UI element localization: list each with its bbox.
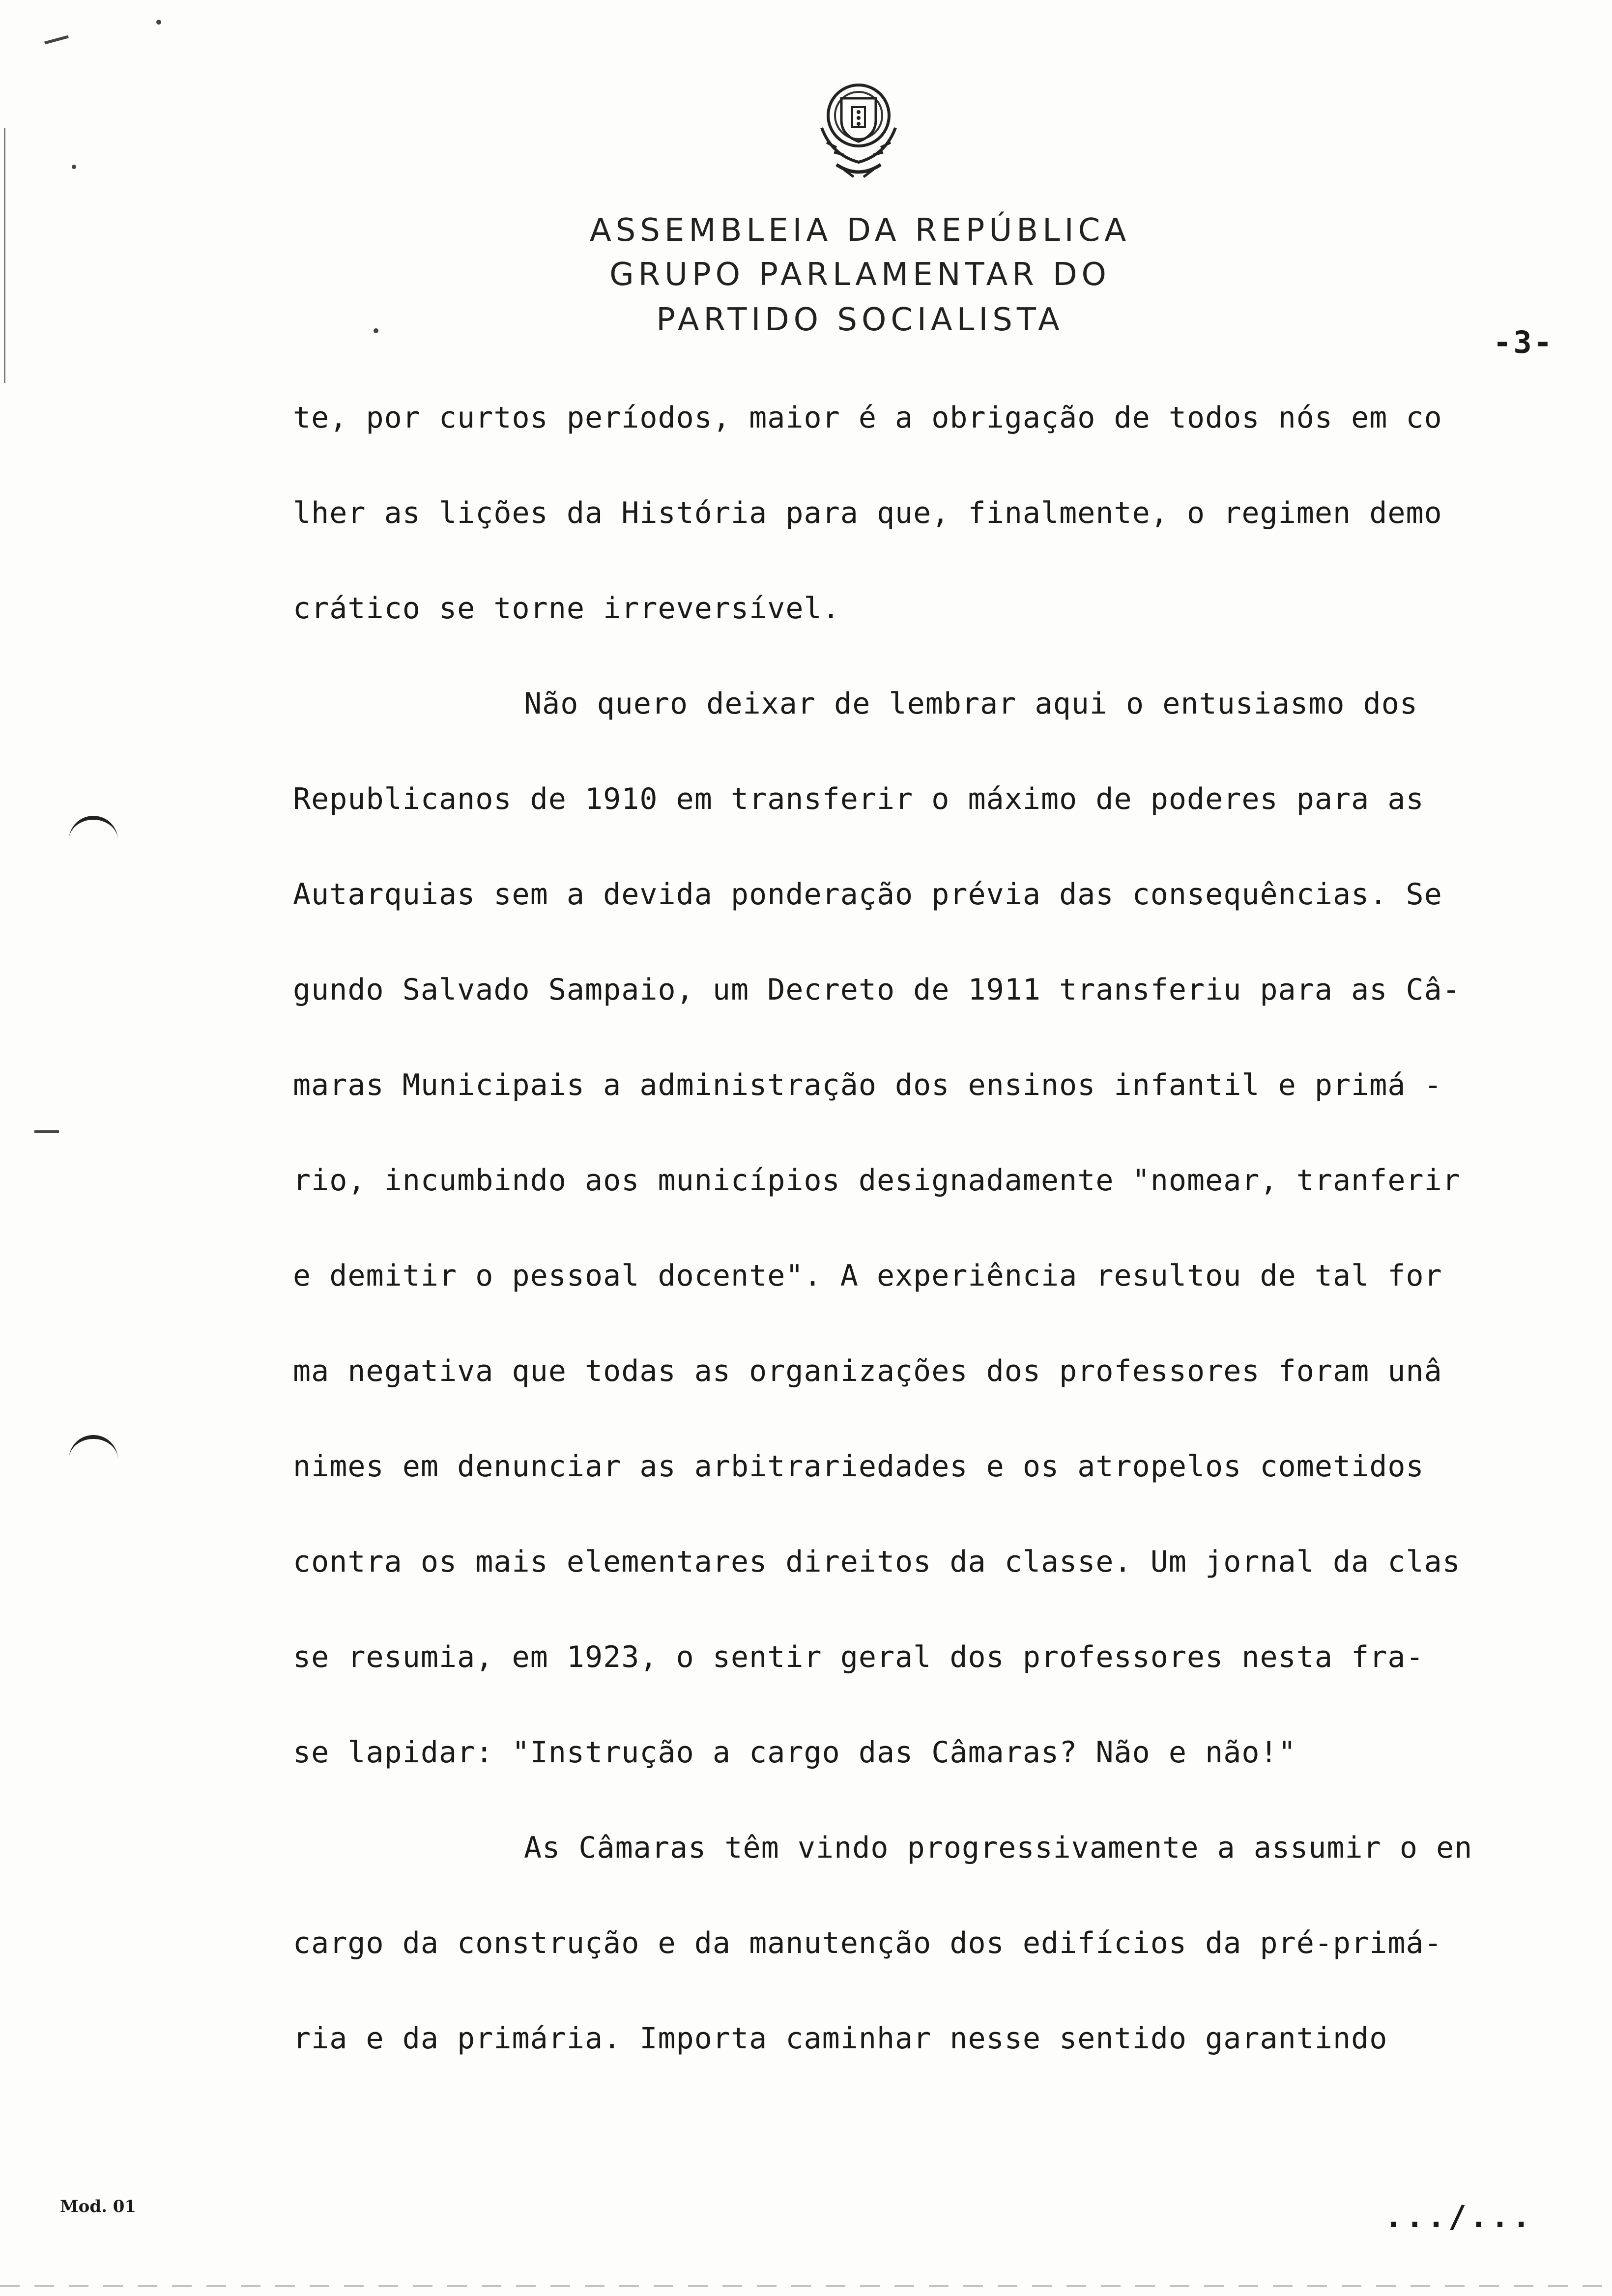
scan-speck	[44, 35, 69, 45]
text-line: lher as lições da História para que, finalmente, o regimen demo	[293, 496, 1442, 530]
scan-speck	[34, 1130, 59, 1133]
text-line: Republicanos de 1910 em transferir o máximo de poderes para as	[293, 782, 1424, 816]
text-line: Autarquias sem a devida ponderação prévia das consequências. Se	[293, 877, 1442, 912]
text-line: ria e da primária. Importa caminhar nesse sentido garantindo	[293, 2021, 1388, 2056]
text-line: gundo Salvado Sampaio, um Decreto de 1911 transferiu para as Câ-	[293, 973, 1461, 1007]
page-number: -3-	[1493, 324, 1554, 360]
text-line: As Câmaras têm vindo progressivamente a assumir o en	[524, 1831, 1473, 1865]
text-line: cargo da construção e da manutenção dos edifícios da pré-primá-	[293, 1926, 1442, 1960]
text-line: se lapidar: "Instrução a cargo das Câmaras? Não e não!"	[293, 1735, 1296, 1770]
coat-of-arms-icon	[807, 69, 910, 187]
scan-edge-line	[4, 128, 5, 383]
text-line: rio, incumbindo aos municípios designadamente "nomear, tranferir	[293, 1163, 1461, 1198]
form-label: Mod. 01	[60, 2197, 137, 2216]
text-line: se resumia, em 1923, o sentir geral dos professores nesta fra-	[293, 1640, 1424, 1674]
text-line: ma negativa que todas as organizações dos professores foram unâ	[293, 1354, 1442, 1388]
scan-bottom-edge	[0, 2285, 1612, 2287]
text-line: crático se torne irreversível.	[293, 591, 840, 626]
punch-hole-mark	[69, 1435, 118, 1468]
text-line: Não quero deixar de lembrar aqui o entusiasmo dos	[524, 687, 1418, 721]
text-line: e demitir o pessoal docente". A experiência resultou de tal for	[293, 1259, 1442, 1293]
header-institution: ASSEMBLEIA DA REPÚBLICA	[589, 212, 1131, 249]
scan-speck	[374, 328, 378, 333]
header-party: PARTIDO SOCIALISTA	[656, 302, 1064, 338]
scan-speck	[72, 165, 76, 169]
scan-speck	[156, 20, 161, 25]
continuation-mark: .../...	[1384, 2199, 1533, 2235]
header-group: GRUPO PARLAMENTAR DO	[609, 257, 1111, 293]
body-text	[293, 398, 1551, 2114]
punch-hole-mark	[69, 816, 118, 849]
text-line: nimes em denunciar as arbitrariedades e os atropelos cometidos	[293, 1449, 1424, 1484]
text-line: te, por curtos períodos, maior é a obrigação de todos nós em co	[293, 401, 1442, 435]
text-line: maras Municipais a administração dos ensinos infantil e primá -	[293, 1068, 1442, 1102]
text-line: contra os mais elementares direitos da classe. Um jornal da clas	[293, 1545, 1461, 1579]
